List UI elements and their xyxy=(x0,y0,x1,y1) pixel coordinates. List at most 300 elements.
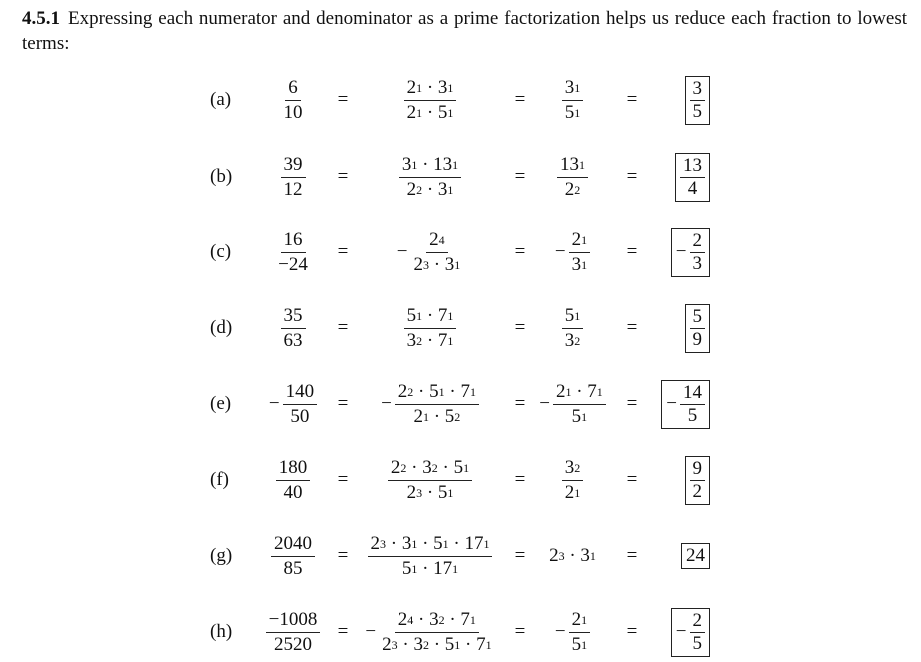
problem-text: Expressing each numerator and denominator as a prime factorization helps us reduce each fraction to lowest terms: xyxy=(22,8,907,54)
denominator: 2520 xyxy=(274,633,312,655)
final-answer xyxy=(650,222,710,282)
equals-sign: = xyxy=(514,166,526,187)
base: 2 xyxy=(406,481,417,503)
equals-sign: = xyxy=(626,621,638,642)
answer-box xyxy=(671,608,710,657)
dot-operator: · xyxy=(428,405,445,427)
equals-sign: = xyxy=(337,89,349,110)
equals-sign: = xyxy=(337,317,349,338)
base: 5 xyxy=(401,557,412,579)
numerator: 35 xyxy=(281,304,306,329)
numerator: 16 xyxy=(281,228,306,253)
minus-sign: − xyxy=(268,393,280,414)
base: 5 xyxy=(564,304,575,326)
numerator xyxy=(553,380,606,405)
final-answer xyxy=(650,374,710,434)
base: 7 xyxy=(587,380,597,402)
fraction xyxy=(569,608,591,657)
minus-sign: − xyxy=(381,393,392,414)
value: 24 xyxy=(686,545,705,566)
base: 2 xyxy=(397,380,408,402)
dot-operator: · xyxy=(460,633,477,655)
numerator xyxy=(368,532,493,557)
dot-operator: · xyxy=(422,178,438,200)
reduced-numerator: 2 3 · 3 1 xyxy=(549,545,596,566)
numerator xyxy=(404,76,457,101)
reduced-factorization xyxy=(530,526,615,586)
answer-expr xyxy=(690,458,706,503)
base: 3 xyxy=(571,253,582,275)
minus-sign: − xyxy=(396,241,408,262)
original-expr xyxy=(281,304,306,353)
minus-sign: − xyxy=(554,241,566,262)
base: 2 xyxy=(406,76,417,98)
base: 2 xyxy=(571,228,582,250)
base: 3 xyxy=(437,178,448,200)
fraction xyxy=(562,304,584,353)
equals-sign: = xyxy=(514,393,526,414)
factored-numerator: 3 1 · 13 1 xyxy=(401,153,459,175)
denominator xyxy=(404,329,457,353)
base: 5 xyxy=(453,456,464,478)
original-expr xyxy=(275,228,311,277)
prime-factorization xyxy=(360,222,500,282)
reduced-factorization xyxy=(530,450,615,510)
fraction xyxy=(276,456,311,505)
base: 7 xyxy=(460,608,470,630)
reduced-expr xyxy=(562,76,584,125)
dot-operator: · xyxy=(406,456,423,478)
denominator: 5 xyxy=(687,404,698,426)
denominator xyxy=(562,481,584,505)
denominator xyxy=(569,633,591,657)
denominator: 9 xyxy=(692,328,702,350)
base: 3 xyxy=(413,633,423,655)
prime-factorization xyxy=(360,602,500,662)
fraction xyxy=(404,76,457,125)
answer-box xyxy=(685,76,711,125)
numerator xyxy=(404,304,457,329)
equals-sign: = xyxy=(626,317,638,338)
final-answer xyxy=(650,526,710,586)
reduced-expr xyxy=(539,380,606,429)
answer-box xyxy=(671,228,710,277)
reduced-factorization xyxy=(530,374,615,434)
dot-operator: · xyxy=(444,380,461,402)
base: 2 xyxy=(406,101,417,123)
reduced-numerator: 13 1 xyxy=(560,153,585,175)
fraction xyxy=(266,608,321,657)
dot-operator: · xyxy=(437,456,454,478)
fraction xyxy=(410,228,463,277)
base: 2 xyxy=(413,405,423,427)
equals-sign: = xyxy=(514,621,526,642)
numerator xyxy=(399,153,461,178)
reduced-factorization xyxy=(530,147,615,207)
item-label: (h) xyxy=(210,621,233,642)
answer-expr xyxy=(690,306,706,351)
answer-box xyxy=(685,456,711,505)
factored-expr xyxy=(388,456,472,505)
reduced-factorization xyxy=(530,298,615,358)
factored-numerator: 2 3 · 3 1 · 5 1 · 17 1 xyxy=(370,532,490,554)
original-expr xyxy=(269,380,317,429)
numerator: 14 xyxy=(680,382,705,405)
factored-expr xyxy=(368,532,493,581)
base: 5 xyxy=(433,532,443,554)
factored-expr xyxy=(365,608,494,657)
numerator xyxy=(395,608,479,633)
dot-operator: · xyxy=(417,153,434,175)
reduced-numerator: 5 1 xyxy=(564,304,581,326)
base: 5 xyxy=(437,101,448,123)
equals-sign: = xyxy=(514,317,526,338)
denominator: 40 xyxy=(283,481,303,503)
fraction xyxy=(562,456,584,505)
factored-numerator: 2 4 · 3 2 · 7 1 xyxy=(397,608,476,630)
reduced-denominator: 5 1 xyxy=(571,633,588,655)
answer-box xyxy=(661,380,710,429)
numerator: 6 xyxy=(285,76,301,101)
fraction xyxy=(690,78,706,123)
dot-operator: · xyxy=(413,380,430,402)
numerator xyxy=(569,608,591,633)
numerator xyxy=(557,153,588,178)
equals-sign: = xyxy=(626,241,638,262)
dot-operator: · xyxy=(564,545,581,566)
denominator: 2 xyxy=(692,480,702,502)
prime-factorization xyxy=(360,298,500,358)
item-label: (d) xyxy=(210,317,233,338)
base: 7 xyxy=(460,380,470,402)
equation-row xyxy=(0,147,921,207)
numerator xyxy=(562,304,584,329)
fraction xyxy=(271,532,315,581)
dot-operator: · xyxy=(422,304,438,326)
base: 3 xyxy=(406,329,417,351)
factored-expr xyxy=(399,153,461,202)
fraction xyxy=(690,458,706,503)
factored-denominator: 2 3 · 3 2 · 5 1 · 7 1 xyxy=(382,633,492,655)
answer-expr xyxy=(666,382,705,427)
denominator xyxy=(404,481,457,505)
base: 5 xyxy=(444,405,455,427)
base: 2 xyxy=(397,608,408,630)
equation-row xyxy=(0,70,921,130)
factored-denominator: 5 1 · 17 1 xyxy=(401,557,459,579)
equals-sign: = xyxy=(626,166,638,187)
base: 2 xyxy=(406,178,417,200)
answer-expr xyxy=(680,155,705,200)
reduced-denominator: 2 1 xyxy=(564,481,581,503)
base: 13 xyxy=(560,153,579,175)
factored-expr xyxy=(404,76,457,125)
numerator xyxy=(388,456,472,481)
minus-sign: − xyxy=(666,393,677,414)
fraction xyxy=(399,153,461,202)
fraction xyxy=(562,76,584,125)
equation-row xyxy=(0,526,921,586)
numerator: 9 xyxy=(690,458,706,481)
final-answer xyxy=(650,602,710,662)
base: 5 xyxy=(437,481,448,503)
denominator: 85 xyxy=(283,557,303,579)
prime-factorization xyxy=(360,147,500,207)
factored-expr xyxy=(404,304,457,353)
base: 3 xyxy=(564,456,575,478)
numerator: 2040 xyxy=(271,532,315,557)
base: 2 xyxy=(382,633,392,655)
problem-statement xyxy=(22,6,907,56)
denominator: 5 xyxy=(692,632,702,654)
factored-expr xyxy=(381,380,479,429)
equals-sign: = xyxy=(626,469,638,490)
reduced-factorization xyxy=(530,70,615,130)
base: 3 xyxy=(429,608,439,630)
denominator xyxy=(569,253,591,277)
reduced-expr xyxy=(555,228,590,277)
original-expr xyxy=(271,532,315,581)
factored-denominator: 2 1 · 5 2 xyxy=(413,405,461,427)
original-fraction xyxy=(258,374,328,434)
answer-box xyxy=(685,304,711,353)
denominator xyxy=(562,101,584,125)
reduced-denominator: 2 2 xyxy=(564,178,581,200)
answer-box xyxy=(681,543,710,569)
equation-row xyxy=(0,298,921,358)
reduced-numerator: 2 1 xyxy=(571,228,588,250)
problem-number: 4.5.1 xyxy=(22,8,60,29)
base: 5 xyxy=(444,633,455,655)
base: 7 xyxy=(437,304,448,326)
final-answer xyxy=(650,70,710,130)
equals-sign: = xyxy=(337,469,349,490)
original-expr xyxy=(281,153,306,202)
reduced-expr xyxy=(555,608,590,657)
numerator xyxy=(562,76,584,101)
numerator: 2 xyxy=(690,610,706,633)
base: 5 xyxy=(564,101,575,123)
base: 5 xyxy=(406,304,417,326)
fraction xyxy=(569,228,591,277)
reduced-denominator: 5 1 xyxy=(564,101,581,123)
final-answer xyxy=(650,147,710,207)
equals-sign: = xyxy=(514,89,526,110)
reduced-expr xyxy=(549,545,596,567)
base: 5 xyxy=(571,633,582,655)
fraction xyxy=(368,532,493,581)
dot-operator: · xyxy=(417,557,434,579)
base: 3 xyxy=(422,456,432,478)
dot-operator: · xyxy=(444,608,461,630)
original-expr xyxy=(281,76,306,125)
original-fraction xyxy=(258,298,328,358)
factored-numerator: 2 1 · 3 1 xyxy=(406,76,454,98)
base: 2 xyxy=(370,532,380,554)
denominator: 5 xyxy=(692,100,702,122)
factored-denominator: 2 3 · 3 1 xyxy=(413,253,461,275)
denominator xyxy=(399,557,461,581)
denominator xyxy=(569,405,591,429)
item-label: (b) xyxy=(210,166,233,187)
reduced-expr xyxy=(557,153,588,202)
base: 2 xyxy=(429,228,439,250)
fraction xyxy=(690,306,706,351)
original-fraction xyxy=(258,222,328,282)
fraction xyxy=(553,380,606,429)
prime-factorization xyxy=(360,526,500,586)
dot-operator: · xyxy=(422,76,438,98)
reduced-denominator: 3 1 xyxy=(571,253,588,275)
equals-sign: = xyxy=(514,545,526,566)
fraction xyxy=(388,456,472,505)
factored-expr xyxy=(397,228,464,277)
numerator: 5 xyxy=(690,306,706,329)
reduced-expr xyxy=(562,456,584,505)
minus-sign: − xyxy=(675,621,687,642)
reduced-numerator: 2 1 · 7 1 xyxy=(555,380,603,402)
final-answer xyxy=(650,298,710,358)
numerator: 13 xyxy=(680,155,705,178)
denominator xyxy=(379,633,494,657)
base: 2 xyxy=(413,253,423,275)
fraction xyxy=(283,380,318,429)
numerator: 140 xyxy=(283,380,318,405)
equation-row xyxy=(0,374,921,434)
fraction xyxy=(275,228,311,277)
denominator xyxy=(562,178,584,202)
dot-operator: · xyxy=(571,380,588,402)
dot-operator: · xyxy=(428,633,445,655)
equals-sign: = xyxy=(337,241,349,262)
answer-expr xyxy=(676,230,705,275)
equals-sign: = xyxy=(514,241,526,262)
original-fraction xyxy=(258,526,328,586)
factored-numerator: 5 1 · 7 1 xyxy=(406,304,454,326)
reduced-denominator: 3 2 xyxy=(564,329,581,351)
dot-operator: · xyxy=(397,633,414,655)
numerator: −1008 xyxy=(266,608,321,633)
reduced-expr xyxy=(562,304,584,353)
item-label: (g) xyxy=(210,545,233,566)
dot-operator: · xyxy=(386,532,402,554)
reduced-numerator: 2 1 xyxy=(571,608,588,630)
reduced-numerator: 3 1 xyxy=(564,76,581,98)
equals-sign: = xyxy=(337,545,349,566)
prime-factorization xyxy=(360,70,500,130)
equals-sign: = xyxy=(626,545,638,566)
base: 3 xyxy=(564,76,575,98)
reduced-factorization xyxy=(530,602,615,662)
numerator: 3 xyxy=(690,78,706,101)
denominator xyxy=(410,405,463,429)
dot-operator: · xyxy=(448,532,465,554)
original-expr xyxy=(276,456,311,505)
base: 2 xyxy=(564,481,575,503)
fraction xyxy=(680,155,705,200)
denominator: 4 xyxy=(687,177,698,199)
denominator: −24 xyxy=(278,253,308,275)
factored-denominator: 2 2 · 3 1 xyxy=(406,178,454,200)
base: 3 xyxy=(401,153,412,175)
base: 2 xyxy=(390,456,401,478)
reduced-factorization xyxy=(530,222,615,282)
minus-sign: − xyxy=(365,621,377,642)
item-label: (a) xyxy=(210,89,232,110)
base: 3 xyxy=(437,76,448,98)
fraction xyxy=(557,153,588,202)
denominator xyxy=(404,178,457,202)
numerator: 2 xyxy=(690,230,706,253)
base: 17 xyxy=(433,557,453,579)
minus-sign: − xyxy=(675,241,687,262)
dot-operator: · xyxy=(428,253,445,275)
factored-denominator: 2 1 · 5 1 xyxy=(406,101,454,123)
denominator: 3 xyxy=(692,252,702,274)
base: 2 xyxy=(555,380,566,402)
item-label: (f) xyxy=(210,469,229,490)
fraction xyxy=(281,304,306,353)
factored-denominator: 2 3 · 5 1 xyxy=(406,481,454,503)
reduced-numerator: 3 2 xyxy=(564,456,581,478)
dot-operator: · xyxy=(422,101,438,123)
dot-operator: · xyxy=(413,608,430,630)
base: 5 xyxy=(571,405,582,427)
dot-operator: · xyxy=(422,481,438,503)
answer-expr xyxy=(676,610,705,655)
denominator: 12 xyxy=(283,178,303,200)
prime-factorization xyxy=(360,450,500,510)
factored-numerator: 2 2 · 3 2 · 5 1 xyxy=(390,456,470,478)
fraction xyxy=(690,230,706,275)
numerator: 180 xyxy=(276,456,311,481)
fraction xyxy=(404,304,457,353)
original-fraction xyxy=(258,450,328,510)
final-answer xyxy=(650,450,710,510)
numerator xyxy=(426,228,448,253)
fraction xyxy=(281,153,306,202)
factored-denominator: 3 2 · 7 1 xyxy=(406,329,454,351)
equation-row xyxy=(0,602,921,662)
equals-sign: = xyxy=(337,621,349,642)
equals-sign: = xyxy=(626,89,638,110)
answer-box xyxy=(675,153,710,202)
original-fraction xyxy=(258,147,328,207)
minus-sign: − xyxy=(554,621,566,642)
reduced-denominator: 5 1 xyxy=(571,405,588,427)
equals-sign: = xyxy=(514,469,526,490)
base: 3 xyxy=(444,253,455,275)
numerator: 39 xyxy=(281,153,306,178)
equals-sign: = xyxy=(337,393,349,414)
base: 17 xyxy=(464,532,484,554)
prime-factorization xyxy=(360,374,500,434)
dot-operator: · xyxy=(422,329,438,351)
item-label: (c) xyxy=(210,241,232,262)
fraction xyxy=(379,608,494,657)
denominator xyxy=(404,101,457,125)
denominator: 63 xyxy=(283,329,303,351)
original-expr xyxy=(266,608,321,657)
minus-sign: − xyxy=(539,393,550,414)
fraction xyxy=(281,76,306,125)
base: 3 xyxy=(564,329,575,351)
equation-row xyxy=(0,450,921,510)
base: 2 xyxy=(549,545,559,566)
base: 7 xyxy=(476,633,486,655)
fraction xyxy=(395,380,479,429)
denominator: 50 xyxy=(290,405,310,427)
